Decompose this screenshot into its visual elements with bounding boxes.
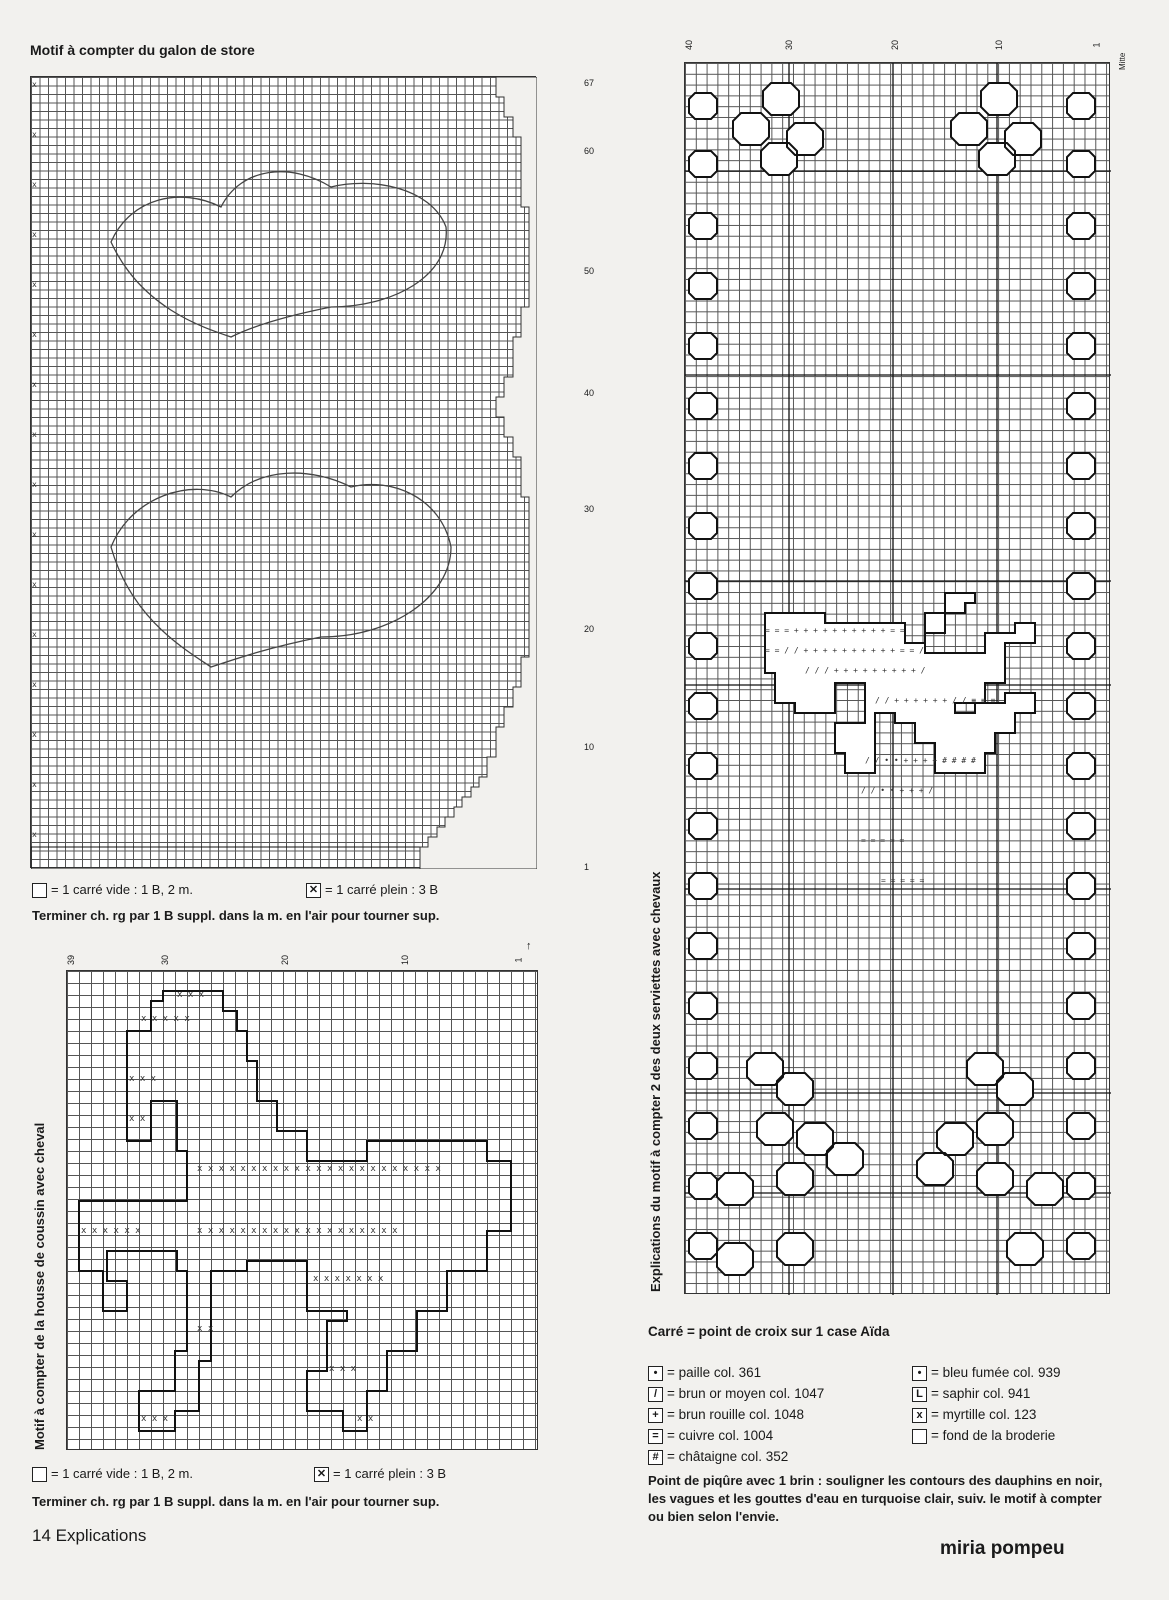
coussin-tick-30: 30 (160, 954, 171, 966)
svg-text:x: x (32, 180, 37, 189)
serviettes-legend-right (912, 1362, 1060, 1446)
serv-tick-20: 20 (890, 39, 901, 51)
svg-text:x x x x x: x x x x x (141, 1014, 190, 1024)
serv-row-1: 1 (584, 862, 590, 872)
svg-text:x: x (32, 130, 37, 139)
coussin-tick-20: 20 (280, 954, 291, 966)
galon-note: Terminer ch. rg par 1 B suppl. dans la m. en l'air pour tourner sup. (32, 908, 440, 923)
coussin-tick-10: 10 (400, 954, 411, 966)
serv-row-20: 20 (584, 624, 595, 634)
signature: miria pompeu (940, 1538, 1065, 1559)
galon-pattern (31, 77, 537, 869)
legend-saphir (912, 1383, 1060, 1404)
legend-fond-text: = fond de la broderie (931, 1428, 1056, 1443)
svg-text:= = = = =: = = = = = (881, 876, 925, 885)
page-footer: 14 Explications (32, 1526, 147, 1545)
serviettes-chart (684, 62, 1110, 1294)
slash-symbol-icon: / (648, 1387, 663, 1402)
hash-symbol-icon: # (648, 1450, 663, 1465)
serv-tick-1: 1 (1091, 42, 1102, 48)
legend-brun-rouille-text: = brun rouille col. 1048 (667, 1407, 804, 1422)
svg-text:x: x (32, 330, 37, 339)
svg-text:x: x (32, 380, 37, 389)
svg-text:x x x: x x x (129, 1074, 157, 1084)
serviettes-row-ticks (584, 60, 604, 1300)
serviettes-note: Point de piqûre avec 1 brin : souligner les contours des dauphins en noir, les vagues et les gouttes d'eau en turquoise clair, suiv. le motif à compter ou bien selon l'envie. (648, 1473, 1103, 1524)
serviettes-pattern (685, 63, 1111, 1295)
legend-brun-or (648, 1383, 824, 1404)
svg-text:/ / • • + + + /: / / • • + + + / (861, 786, 934, 795)
legend-myrtille (912, 1404, 1060, 1425)
serv-row-67: 67 (584, 78, 595, 88)
svg-text:/ / + + + + + + / / ≡ ≡ ≡: / / + + + + + + / / ≡ ≡ ≡ (875, 696, 996, 705)
serv-row-40: 40 (584, 388, 595, 398)
legend-bleu-fumee (912, 1362, 1060, 1383)
x-symbol-icon: x (912, 1408, 927, 1423)
svg-text:x: x (32, 480, 37, 489)
coussin-legend-full-text: = 1 carré plein : 3 B (333, 1466, 447, 1481)
coussin-col-ticks (66, 955, 536, 969)
coussin-note: Terminer ch. rg par 1 B suppl. dans la m. en l'air pour tourner sup. (32, 1494, 440, 1509)
legend-paille-text: = paille col. 361 (667, 1365, 762, 1380)
svg-text:x x: x x (129, 1114, 146, 1124)
legend-fond (912, 1425, 1060, 1446)
svg-text:x: x (32, 430, 37, 439)
svg-text:x x x x x x: x x x x x x (81, 1226, 141, 1236)
full-square-icon: ✕ (314, 1467, 329, 1482)
coussin-legend-empty (32, 1466, 193, 1482)
serv-row-30: 30 (584, 504, 595, 514)
legend-saphir-text: = saphir col. 941 (931, 1386, 1031, 1401)
coussin-tick-1: 1 (513, 957, 524, 963)
galon-legend-full (306, 882, 438, 898)
svg-text:x x: x x (197, 1324, 214, 1334)
svg-text:x x x x x x x: x x x x x x x (313, 1274, 384, 1284)
svg-text:x: x (32, 530, 37, 539)
empty-square-icon (32, 883, 47, 898)
svg-text:x: x (32, 730, 37, 739)
svg-text:x x: x x (357, 1414, 374, 1424)
svg-text:x x x: x x x (329, 1364, 357, 1374)
serviettes-legend-left (648, 1362, 824, 1467)
serv-row-10: 10 (584, 742, 595, 752)
legend-brun-rouille (648, 1404, 824, 1425)
serviettes-middle-label: Mitte (1118, 52, 1127, 70)
legend-cuivre (648, 1425, 824, 1446)
legend-paille (648, 1362, 824, 1383)
svg-text:/ / / + + + + + + + + + /: / / / + + + + + + + + + / (805, 666, 926, 675)
galon-legend-full-text: = 1 carré plein : 3 B (325, 882, 439, 897)
serviettes-carre: Carré = point de croix sur 1 case Aïda (648, 1324, 890, 1339)
coussin-title: Motif à compter de la housse de coussin avec cheval (32, 1122, 47, 1450)
equals-symbol-icon: = (648, 1429, 663, 1444)
plus-symbol-icon: + (648, 1408, 663, 1423)
coussin-tick-39: 39 (66, 954, 77, 966)
serviettes-col-ticks (684, 40, 1114, 60)
coussin-arrow: ↑ (526, 940, 532, 952)
galon-legend-empty-text: = 1 carré vide : 1 B, 2 m. (51, 882, 193, 897)
svg-text:x: x (32, 580, 37, 589)
svg-text:x: x (32, 680, 37, 689)
l-symbol-icon: L (912, 1387, 927, 1402)
dot-symbol-icon: • (648, 1366, 663, 1381)
legend-brun-or-text: = brun or moyen col. 1047 (667, 1386, 825, 1401)
empty-square-icon (32, 1467, 47, 1482)
svg-text:x: x (32, 230, 37, 239)
legend-myrtille-text: = myrtille col. 123 (931, 1407, 1037, 1422)
legend-cuivre-text: = cuivre col. 1004 (667, 1428, 774, 1443)
svg-text:x: x (32, 280, 37, 289)
dot-corner-symbol-icon: • (912, 1366, 927, 1381)
coussin-legend-full (314, 1466, 446, 1482)
coussin-chart (66, 970, 538, 1450)
svg-text:= = = + + + + + + + + + + = =: = = = + + + + + + + + + + = = (765, 626, 905, 635)
coussin-legend-empty-text: = 1 carré vide : 1 B, 2 m. (51, 1466, 193, 1481)
svg-text:= = / / + + + + + + + + + + =: = = / / + + + + + + + + + + = = / (765, 646, 924, 655)
serv-tick-30: 30 (784, 39, 795, 51)
svg-text:x: x (32, 830, 37, 839)
serv-tick-40: 40 (684, 39, 695, 51)
svg-text:x x x: x x x (141, 1414, 169, 1424)
svg-text:x x x x x x x x x x x x x x x: x x x x x x x x x x x x x x x x x x x x x x x (197, 1164, 441, 1174)
legend-chataigne-text: = châtaigne col. 352 (667, 1449, 789, 1464)
coussin-horse-pattern (67, 971, 539, 1451)
legend-chataigne (648, 1446, 824, 1467)
svg-text:= = = = =: = = = = = (861, 836, 905, 845)
svg-text:x: x (32, 80, 37, 89)
legend-bleu-fumee-text: = bleu fumée col. 939 (931, 1365, 1061, 1380)
svg-text:x x x x x x x x x x x x x x x: x x x x x x x x x x x x x x x x x x x (197, 1226, 398, 1236)
svg-text:x: x (32, 630, 37, 639)
galon-title: Motif à compter du galon de store (30, 42, 255, 58)
svg-text:x x x: x x x (177, 990, 205, 1000)
galon-chart (30, 76, 536, 868)
svg-text:x: x (32, 780, 37, 789)
serv-row-50: 50 (584, 266, 595, 276)
serviettes-title: Explications du motif à compter 2 des deux serviettes avec chevaux (648, 871, 663, 1292)
serv-row-60: 60 (584, 146, 595, 156)
empty-square-icon (912, 1429, 927, 1444)
full-square-icon: ✕ (306, 883, 321, 898)
svg-text:/ / • • + + + + # # # #: / / • • + + + + # # # # (865, 756, 976, 765)
galon-legend-empty (32, 882, 193, 898)
serv-tick-10: 10 (994, 39, 1005, 51)
